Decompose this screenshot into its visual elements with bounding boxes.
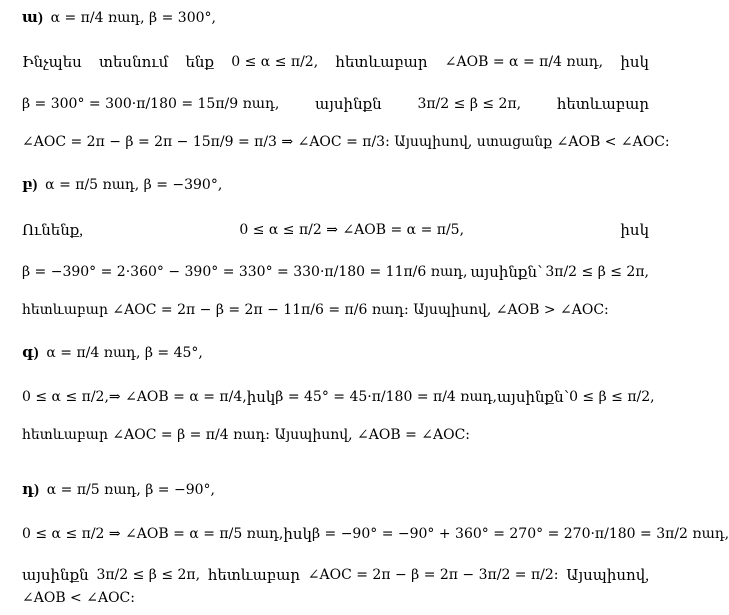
formula: 0 ≤ β ≤ π/2, bbox=[569, 389, 655, 405]
formula: ∠AOC = 2π − β = 2π − 15π/9 = π/3 ⇒ ∠AOC = π/3: Այսպիսով, ստացանք ∠AOB < ∠AOC: bbox=[22, 134, 670, 150]
word: իսկ bbox=[620, 222, 649, 239]
section-a-line-1 bbox=[22, 50, 649, 74]
formula: β = 300° = 300·π/180 = 15π/9 ռադ, bbox=[22, 96, 280, 112]
section-d-line-3 bbox=[22, 590, 649, 614]
word: Ունենք, bbox=[22, 222, 84, 239]
formula: β = −90° = −90° + 360° = 270° = 270·π/180 = 3π/2 ռադ, bbox=[311, 526, 729, 542]
section-a-line-2 bbox=[22, 92, 649, 116]
section-c-header bbox=[22, 343, 649, 367]
formula: 3π/2 ≤ β ≤ 2π, bbox=[545, 264, 649, 280]
section-b-label: բ) bbox=[22, 177, 38, 193]
word: Այսպիսով, bbox=[566, 567, 649, 584]
section-a-header bbox=[22, 8, 649, 32]
section-b-header bbox=[22, 175, 649, 199]
formula: հետևաբար ∠AOC = β = π/4 ռադ: Այսպիսով, ∠AOB = ∠AOC: bbox=[22, 427, 471, 443]
section-a-given: α = π/4 ռադ, β = 300°, bbox=[50, 10, 216, 26]
formula: 3π/2 ≤ β ≤ 2π, bbox=[96, 567, 201, 583]
word: իսկ bbox=[620, 54, 649, 71]
formula: 3π/2 ≤ β ≤ 2π, bbox=[417, 96, 522, 112]
formula: ∠AOC = 2π − β = 2π − 3π/2 = π/2: bbox=[307, 567, 559, 583]
section-b-given: α = π/5 ռադ, β = −390°, bbox=[45, 177, 223, 193]
formula: ⇒ ∠AOB = α = π/4, bbox=[108, 389, 247, 405]
formula: ∠AOB = α = π/4 ռադ, bbox=[444, 54, 604, 70]
word: հետևաբար bbox=[556, 96, 649, 113]
section-d-line-1 bbox=[22, 522, 729, 546]
section-a-label: ա) bbox=[22, 10, 43, 26]
formula: β = 45° = 45·π/180 = π/4 ռադ, bbox=[275, 389, 497, 405]
section-c-given: α = π/4 ռադ, β = 45°, bbox=[46, 345, 203, 361]
word: այսինքն bbox=[22, 567, 89, 584]
section-c-line-1 bbox=[22, 385, 655, 409]
formula: β = −390° = 2·360° − 390° = 330° = 330·π/180 = 11π/6 ռադ, bbox=[22, 264, 468, 280]
section-d-given: α = π/5 ռադ, β = −90°, bbox=[46, 482, 215, 498]
formula: 0 ≤ α ≤ π/2 ⇒ ∠AOB = α = π/5 ռադ, bbox=[22, 526, 284, 542]
word: այսինքն՝ bbox=[470, 264, 543, 281]
word: ենք bbox=[185, 54, 215, 71]
section-d-header bbox=[22, 480, 649, 504]
word: հետևաբար bbox=[207, 567, 300, 584]
section-b-line-1 bbox=[22, 218, 649, 242]
section-d-label: դ) bbox=[22, 482, 40, 498]
word: տեսնում bbox=[99, 54, 169, 71]
word: հետևաբար bbox=[335, 54, 428, 71]
formula: 0 ≤ α ≤ π/2, bbox=[231, 54, 319, 70]
word: այսինքն՝ bbox=[496, 389, 570, 406]
word: Ինչպես bbox=[22, 54, 82, 71]
formula: 0 ≤ α ≤ π/2, bbox=[22, 389, 109, 405]
section-b-line-2 bbox=[22, 260, 649, 284]
section-a-line-3 bbox=[22, 134, 670, 158]
section-c-label: գ) bbox=[22, 345, 39, 361]
section-d-line-2 bbox=[22, 563, 649, 587]
formula: ∠AOB < ∠AOC: bbox=[22, 590, 135, 606]
formula: 0 ≤ α ≤ π/2 ⇒ ∠AOB = α = π/5, bbox=[239, 222, 465, 238]
word: իսկ bbox=[246, 389, 276, 406]
word: իսկ bbox=[283, 526, 312, 543]
section-b-line-3 bbox=[22, 302, 649, 326]
section-c-line-2 bbox=[22, 427, 649, 451]
word: այսինքն bbox=[315, 96, 382, 113]
formula: հետևաբար ∠AOC = 2π − β = 2π − 11π/6 = π/6 ռադ: Այսպիսով, ∠AOB > ∠AOC: bbox=[22, 302, 609, 318]
